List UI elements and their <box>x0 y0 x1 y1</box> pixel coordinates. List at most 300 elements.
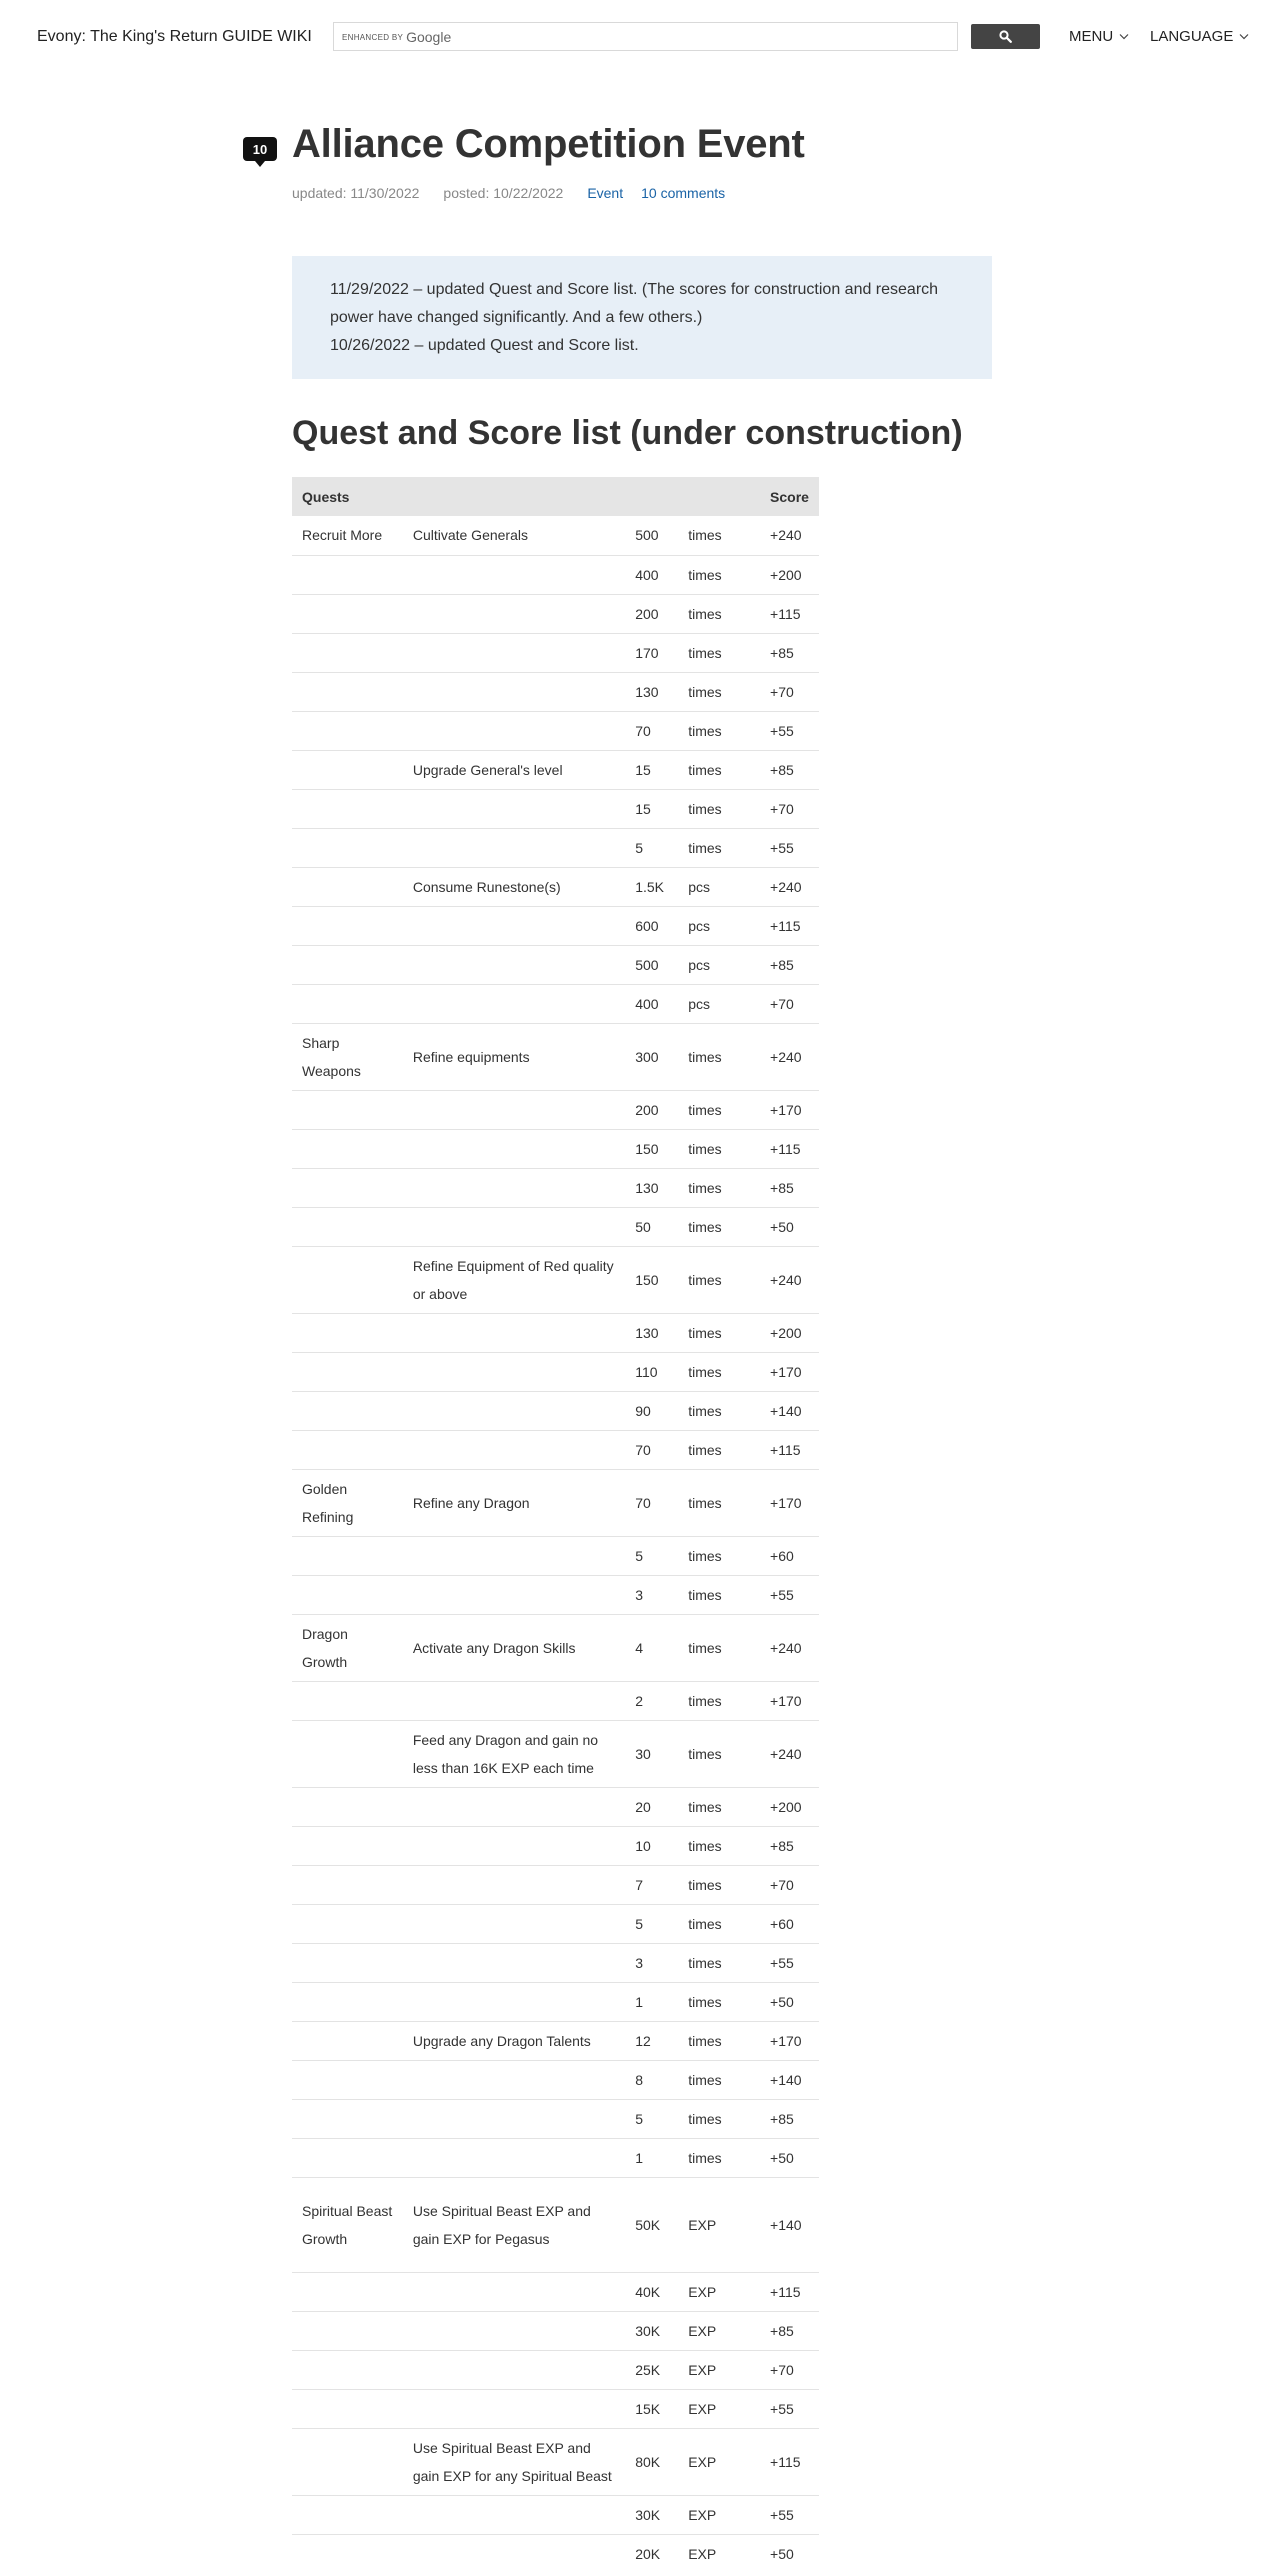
task-cell <box>403 1943 625 1982</box>
task-cell <box>403 1982 625 2021</box>
score-cell: +115 <box>760 2428 819 2495</box>
amount-cell: 2 <box>625 1681 678 1720</box>
amount-cell: 50 <box>625 1207 678 1246</box>
unit-cell: times <box>678 1313 760 1352</box>
amount-cell: 400 <box>625 984 678 1023</box>
table-row <box>292 984 819 1023</box>
amount-cell: 400 <box>625 555 678 594</box>
unit-cell: times <box>678 1575 760 1614</box>
task-cell <box>403 1575 625 1614</box>
unit-cell: times <box>678 1129 760 1168</box>
comment-count-badge[interactable]: 10 <box>243 137 277 161</box>
quest-cell <box>292 594 403 633</box>
unit-cell: times <box>678 594 760 633</box>
table-row <box>292 1536 819 1575</box>
header-amount <box>625 477 678 516</box>
table-row <box>292 672 819 711</box>
nav-language[interactable] <box>1150 28 1249 45</box>
amount-cell: 600 <box>625 906 678 945</box>
amount-cell: 8 <box>625 2060 678 2099</box>
table-row <box>292 2428 819 2495</box>
table-row <box>292 2138 819 2177</box>
quest-cell <box>292 867 403 906</box>
unit-cell: times <box>678 1469 760 1536</box>
unit-cell: EXP <box>678 2350 760 2389</box>
task-cell: Feed any Dragon and gain no less than 16K EXP each time <box>403 1720 625 1787</box>
table-row <box>292 1090 819 1129</box>
amount-cell: 3 <box>625 1943 678 1982</box>
table-row <box>292 2060 819 2099</box>
task-cell <box>403 1430 625 1469</box>
quest-cell <box>292 555 403 594</box>
task-cell <box>403 1207 625 1246</box>
amount-cell: 15K <box>625 2389 678 2428</box>
table-row <box>292 1129 819 1168</box>
task-cell <box>403 984 625 1023</box>
amount-cell: 130 <box>625 1313 678 1352</box>
score-cell: +55 <box>760 828 819 867</box>
score-cell: +85 <box>760 2099 819 2138</box>
score-cell: +55 <box>760 2495 819 2534</box>
quest-cell <box>292 750 403 789</box>
score-cell: +70 <box>760 2350 819 2389</box>
unit-cell: times <box>678 1207 760 1246</box>
table-row <box>292 1352 819 1391</box>
unit-cell: times <box>678 1614 760 1681</box>
table-row <box>292 1681 819 1720</box>
search-input[interactable] <box>333 22 958 51</box>
amount-cell: 110 <box>625 1352 678 1391</box>
table-row <box>292 1430 819 1469</box>
score-cell: +85 <box>760 2311 819 2350</box>
score-cell: +115 <box>760 594 819 633</box>
unit-cell: times <box>678 1246 760 1313</box>
task-cell <box>403 1865 625 1904</box>
amount-cell: 90 <box>625 1391 678 1430</box>
task-cell <box>403 2534 625 2568</box>
unit-cell: times <box>678 1352 760 1391</box>
quest-cell <box>292 1391 403 1430</box>
score-cell: +55 <box>760 1575 819 1614</box>
unit-cell: EXP <box>678 2311 760 2350</box>
quest-cell <box>292 1168 403 1207</box>
table-row <box>292 2534 819 2568</box>
table-row <box>292 2311 819 2350</box>
amount-cell: 15 <box>625 789 678 828</box>
unit-cell: EXP <box>678 2272 760 2311</box>
score-cell: +85 <box>760 633 819 672</box>
table-row <box>292 1826 819 1865</box>
task-cell <box>403 2272 625 2311</box>
score-cell: +70 <box>760 789 819 828</box>
quest-cell <box>292 1352 403 1391</box>
unit-cell: times <box>678 789 760 828</box>
score-cell: +60 <box>760 1536 819 1575</box>
task-cell <box>403 2060 625 2099</box>
task-cell: Refine equipments <box>403 1023 625 1090</box>
site-header <box>0 0 1284 72</box>
unit-cell: EXP <box>678 2534 760 2568</box>
amount-cell: 300 <box>625 1023 678 1090</box>
quest-cell <box>292 984 403 1023</box>
score-cell: +200 <box>760 1313 819 1352</box>
quest-score-table <box>292 477 819 2568</box>
task-cell: Consume Runestone(s) <box>403 867 625 906</box>
search-icon <box>999 30 1012 43</box>
task-cell <box>403 1090 625 1129</box>
amount-cell: 5 <box>625 828 678 867</box>
task-cell <box>403 1168 625 1207</box>
task-cell <box>403 789 625 828</box>
amount-cell: 130 <box>625 672 678 711</box>
unit-cell: EXP <box>678 2389 760 2428</box>
unit-cell: times <box>678 1090 760 1129</box>
unit-cell: times <box>678 2021 760 2060</box>
table-row <box>292 906 819 945</box>
quest-cell <box>292 2060 403 2099</box>
comments-link[interactable]: 10 comments <box>641 185 726 201</box>
task-cell <box>403 2099 625 2138</box>
header-task <box>403 477 625 516</box>
table-row <box>292 1575 819 1614</box>
amount-cell: 10 <box>625 1826 678 1865</box>
quest-cell <box>292 1090 403 1129</box>
score-cell: +240 <box>760 1720 819 1787</box>
task-cell <box>403 2311 625 2350</box>
score-cell: +200 <box>760 555 819 594</box>
quest-cell <box>292 2350 403 2389</box>
score-cell: +170 <box>760 2021 819 2060</box>
unit-cell: times <box>678 1865 760 1904</box>
unit-cell: pcs <box>678 984 760 1023</box>
amount-cell: 7 <box>625 1865 678 1904</box>
unit-cell: times <box>678 1904 760 1943</box>
table-row <box>292 1904 819 1943</box>
header-quests: Quests <box>292 477 403 516</box>
quest-cell <box>292 789 403 828</box>
score-cell: +200 <box>760 1787 819 1826</box>
amount-cell: 500 <box>625 516 678 555</box>
amount-cell: 200 <box>625 594 678 633</box>
amount-cell: 5 <box>625 1904 678 1943</box>
amount-cell: 150 <box>625 1129 678 1168</box>
quest-cell <box>292 711 403 750</box>
score-cell: +50 <box>760 2534 819 2568</box>
unit-cell: times <box>678 555 760 594</box>
task-cell: Upgrade General's level <box>403 750 625 789</box>
table-row <box>292 1469 819 1536</box>
quest-cell <box>292 1826 403 1865</box>
amount-cell: 15 <box>625 750 678 789</box>
amount-cell: 4 <box>625 1614 678 1681</box>
unit-cell: pcs <box>678 867 760 906</box>
amount-cell: 12 <box>625 2021 678 2060</box>
table-row <box>292 1391 819 1430</box>
table-row <box>292 555 819 594</box>
task-cell: Cultivate Generals <box>403 516 625 555</box>
quest-cell <box>292 1904 403 1943</box>
task-cell <box>403 2495 625 2534</box>
quest-cell <box>292 2021 403 2060</box>
nav-language-label: LANGUAGE <box>1150 28 1234 45</box>
search-branding-small: ENHANCED BY <box>342 32 404 42</box>
unit-cell: EXP <box>678 2495 760 2534</box>
unit-cell: times <box>678 1943 760 1982</box>
nav-menu[interactable] <box>1069 28 1129 45</box>
table-row <box>292 867 819 906</box>
unit-cell: EXP <box>678 2177 760 2272</box>
quest-cell <box>292 1430 403 1469</box>
score-cell: +70 <box>760 672 819 711</box>
score-cell: +55 <box>760 1943 819 1982</box>
quest-cell <box>292 1720 403 1787</box>
unit-cell: times <box>678 1826 760 1865</box>
quest-cell <box>292 828 403 867</box>
unit-cell: times <box>678 1168 760 1207</box>
quest-cell <box>292 2138 403 2177</box>
score-cell: +115 <box>760 2272 819 2311</box>
task-cell <box>403 1904 625 1943</box>
amount-cell: 30K <box>625 2311 678 2350</box>
score-cell: +115 <box>760 1129 819 1168</box>
amount-cell: 70 <box>625 1469 678 1536</box>
unit-cell: times <box>678 711 760 750</box>
search-branding <box>342 29 451 45</box>
quest-cell <box>292 672 403 711</box>
task-cell: Upgrade any Dragon Talents <box>403 2021 625 2060</box>
amount-cell: 30 <box>625 1720 678 1787</box>
table-row <box>292 1943 819 1982</box>
unit-cell: times <box>678 1982 760 2021</box>
score-cell: +240 <box>760 1614 819 1681</box>
quest-cell <box>292 1943 403 1982</box>
task-cell <box>403 2138 625 2177</box>
score-cell: +140 <box>760 1391 819 1430</box>
score-cell: +115 <box>760 906 819 945</box>
unit-cell: times <box>678 1720 760 1787</box>
task-cell <box>403 945 625 984</box>
amount-cell: 1 <box>625 2138 678 2177</box>
quest-cell <box>292 1681 403 1720</box>
score-cell: +50 <box>760 1207 819 1246</box>
quest-cell <box>292 633 403 672</box>
table-row <box>292 2495 819 2534</box>
table-row <box>292 2021 819 2060</box>
amount-cell: 170 <box>625 633 678 672</box>
task-cell <box>403 672 625 711</box>
section-heading: Quest and Score list (under construction) <box>292 414 963 452</box>
score-cell: +140 <box>760 2060 819 2099</box>
task-cell <box>403 1391 625 1430</box>
amount-cell: 5 <box>625 2099 678 2138</box>
unit-cell: times <box>678 2138 760 2177</box>
quest-cell <box>292 1575 403 1614</box>
table-row <box>292 2177 819 2272</box>
table-row <box>292 1207 819 1246</box>
unit-cell: times <box>678 1391 760 1430</box>
quest-cell: Recruit More <box>292 516 403 555</box>
chevron-down-icon <box>1119 33 1129 40</box>
task-cell <box>403 906 625 945</box>
amount-cell: 3 <box>625 1575 678 1614</box>
quest-cell <box>292 1129 403 1168</box>
amount-cell: 150 <box>625 1246 678 1313</box>
quest-cell <box>292 2495 403 2534</box>
search-button[interactable] <box>971 24 1040 49</box>
table-row <box>292 1982 819 2021</box>
quest-cell <box>292 1536 403 1575</box>
score-cell: +240 <box>760 867 819 906</box>
score-cell: +240 <box>760 1023 819 1090</box>
quest-cell <box>292 1787 403 1826</box>
task-cell <box>403 1313 625 1352</box>
score-cell: +170 <box>760 1469 819 1536</box>
amount-cell: 20K <box>625 2534 678 2568</box>
quest-cell: Spiritual Beast Growth <box>292 2177 403 2272</box>
score-cell: +240 <box>760 516 819 555</box>
notice-line: 11/29/2022 – updated Quest and Score list. (The scores for construction and research power have changed significantly. And a few others.) <box>330 281 939 326</box>
score-cell: +50 <box>760 2138 819 2177</box>
amount-cell: 1.5K <box>625 867 678 906</box>
score-cell: +170 <box>760 1090 819 1129</box>
quest-cell <box>292 1865 403 1904</box>
task-cell <box>403 1681 625 1720</box>
quest-cell <box>292 906 403 945</box>
task-cell <box>403 633 625 672</box>
table-row <box>292 594 819 633</box>
quest-cell <box>292 2534 403 2568</box>
quest-cell: Dragon Growth <box>292 1614 403 1681</box>
google-logo: Google <box>406 29 452 45</box>
table-row <box>292 945 819 984</box>
amount-cell: 500 <box>625 945 678 984</box>
task-cell: Refine any Dragon <box>403 1469 625 1536</box>
task-cell <box>403 1536 625 1575</box>
task-cell <box>403 2389 625 2428</box>
amount-cell: 70 <box>625 1430 678 1469</box>
unit-cell: times <box>678 516 760 555</box>
table-row <box>292 2099 819 2138</box>
unit-cell: times <box>678 2099 760 2138</box>
nav-menu-label: MENU <box>1069 28 1114 45</box>
table-row <box>292 1787 819 1826</box>
amount-cell: 40K <box>625 2272 678 2311</box>
amount-cell: 200 <box>625 1090 678 1129</box>
table-row <box>292 828 819 867</box>
score-cell: +85 <box>760 1168 819 1207</box>
notice-line: 10/26/2022 – updated Quest and Score list. <box>330 337 639 354</box>
chevron-down-icon <box>1239 33 1249 40</box>
unit-cell: times <box>678 1023 760 1090</box>
amount-cell: 70 <box>625 711 678 750</box>
score-cell: +85 <box>760 1826 819 1865</box>
score-cell: +240 <box>760 1246 819 1313</box>
category-link[interactable]: Event <box>587 185 624 201</box>
table-row <box>292 1168 819 1207</box>
quest-cell <box>292 2311 403 2350</box>
quest-cell: Golden Refining <box>292 1469 403 1536</box>
quest-cell <box>292 1246 403 1313</box>
update-notice <box>292 256 992 379</box>
task-cell: Use Spiritual Beast EXP and gain EXP for Pegasus <box>403 2177 625 2272</box>
amount-cell: 5 <box>625 1536 678 1575</box>
unit-cell: times <box>678 1536 760 1575</box>
unit-cell: EXP <box>678 2428 760 2495</box>
table-row <box>292 711 819 750</box>
amount-cell: 20 <box>625 1787 678 1826</box>
task-cell <box>403 555 625 594</box>
table-row <box>292 2350 819 2389</box>
amount-cell: 1 <box>625 1982 678 2021</box>
table-body <box>292 516 819 2568</box>
table-row <box>292 1023 819 1090</box>
table-row <box>292 1614 819 1681</box>
table-row <box>292 1313 819 1352</box>
post-meta <box>292 185 725 201</box>
unit-cell: times <box>678 2060 760 2099</box>
task-cell <box>403 1129 625 1168</box>
amount-cell: 130 <box>625 1168 678 1207</box>
unit-cell: times <box>678 750 760 789</box>
table-row <box>292 1865 819 1904</box>
task-cell <box>403 594 625 633</box>
score-cell: +85 <box>760 750 819 789</box>
unit-cell: pcs <box>678 945 760 984</box>
quest-cell <box>292 2272 403 2311</box>
quest-cell: Sharp Weapons <box>292 1023 403 1090</box>
table-row <box>292 789 819 828</box>
amount-cell: 30K <box>625 2495 678 2534</box>
task-cell <box>403 1787 625 1826</box>
posted-date: posted: 10/22/2022 <box>443 185 564 201</box>
table-row <box>292 2389 819 2428</box>
table-row <box>292 750 819 789</box>
header-unit <box>678 477 760 516</box>
amount-cell: 50K <box>625 2177 678 2272</box>
task-cell <box>403 2350 625 2389</box>
amount-cell: 80K <box>625 2428 678 2495</box>
table-row <box>292 1246 819 1313</box>
quest-cell <box>292 2428 403 2495</box>
quest-cell <box>292 1982 403 2021</box>
score-cell: +85 <box>760 945 819 984</box>
site-title[interactable]: Evony: The King's Return GUIDE WIKI <box>37 28 312 45</box>
unit-cell: times <box>678 828 760 867</box>
task-cell <box>403 711 625 750</box>
quest-cell <box>292 2099 403 2138</box>
quest-cell <box>292 2389 403 2428</box>
task-cell: Activate any Dragon Skills <box>403 1614 625 1681</box>
score-cell: +55 <box>760 2389 819 2428</box>
unit-cell: times <box>678 1787 760 1826</box>
score-cell: +140 <box>760 2177 819 2272</box>
task-cell <box>403 1826 625 1865</box>
task-cell: Use Spiritual Beast EXP and gain EXP for any Spiritual Beast <box>403 2428 625 2495</box>
unit-cell: times <box>678 633 760 672</box>
unit-cell: times <box>678 1430 760 1469</box>
score-cell: +60 <box>760 1904 819 1943</box>
score-cell: +70 <box>760 1865 819 1904</box>
page-title: Alliance Competition Event <box>292 122 805 166</box>
table-row <box>292 516 819 555</box>
quest-cell <box>292 1313 403 1352</box>
score-cell: +55 <box>760 711 819 750</box>
score-cell: +50 <box>760 1982 819 2021</box>
amount-cell: 25K <box>625 2350 678 2389</box>
unit-cell: times <box>678 672 760 711</box>
task-cell <box>403 1352 625 1391</box>
task-cell: Refine Equipment of Red quality or above <box>403 1246 625 1313</box>
